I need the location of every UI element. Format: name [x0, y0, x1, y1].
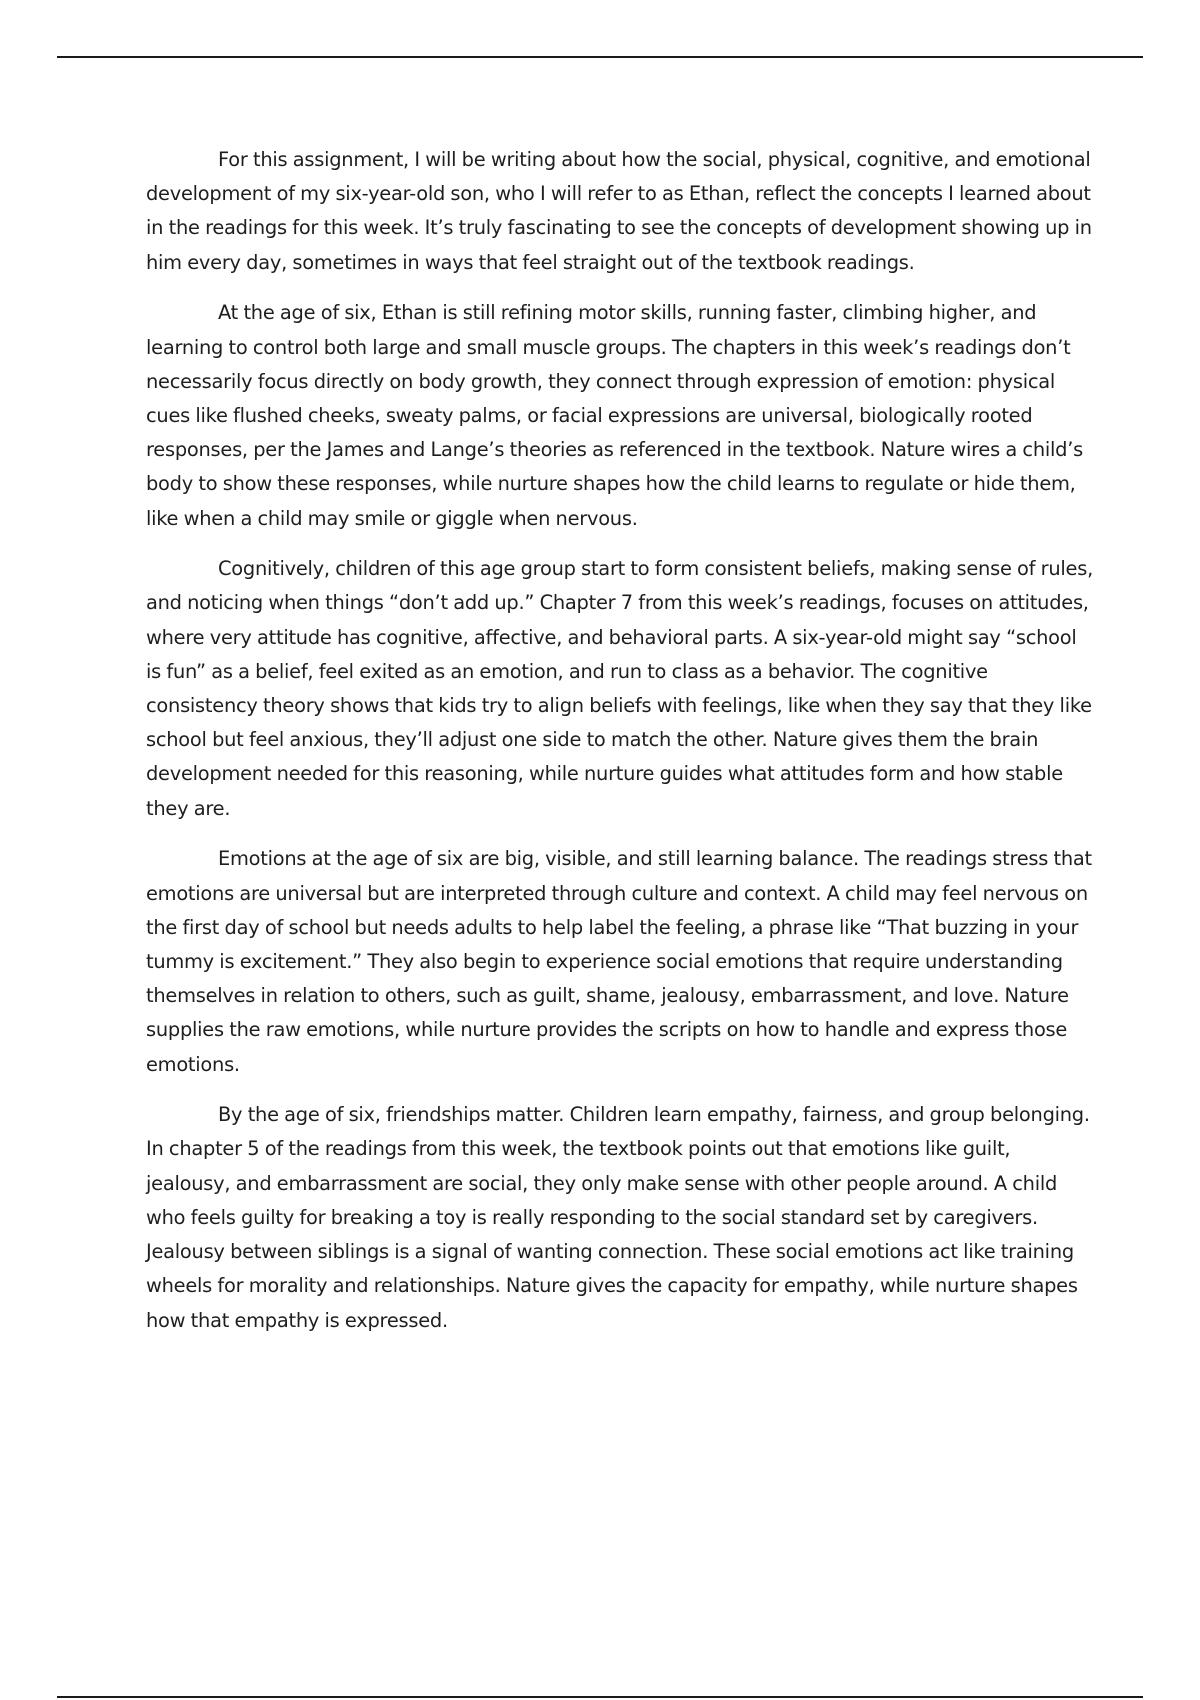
- header-rule: [57, 56, 1143, 58]
- paragraph-social-development: By the age of six, friendships matter. Children learn empathy, fairness, and group belonging. In chapter 5 of the readings from this week, the textbook points out that emotions like guilt, jealousy, and embarrassment are social, they only make sense with other people around. A child who feels guilty for breaking a toy is really responding to the social standard set by caregivers. Jealousy between siblings is a signal of wanting connection. These social emotions act like training wheels for morality and relationships. Nature gives the capacity for empathy, while nurture shapes how that empathy is expressed.: [146, 1103, 1090, 1332]
- footer-rule: [57, 1696, 1143, 1698]
- paragraph-emotional-development: Emotions at the age of six are big, visible, and still learning balance. The readings stress that emotions are universal but are interpreted through culture and context. A child may feel nervous on the first day of school but needs adults to help label the feeling, a phrase like “That buzzing in your tummy is excitement.” They also begin to experience social emotions that require understanding themselves in relation to others, such as guilt, shame, jealousy, embarrassment, and love. Nature supplies the raw emotions, while nurture provides the scripts on how to handle and express those emotions.: [146, 847, 1092, 1076]
- paragraph-cognitive-development: Cognitively, children of this age group start to form consistent beliefs, making sense of rules, and noticing when things “don’t add up.” Chapter 7 from this week’s readings, focuses on attitudes, where very attitude has cognitive, affective, and behavioral parts. A six-year-old might say “school is fun” as a belief, feel exited as an emotion, and run to class as a behavior. The cognitive consistency theory shows that kids try to align beliefs with feelings, like when they say that they like school but feel anxious, they’ll adjust one side to match the other. Nature gives them the brain development needed for this reasoning, while nurture guides what attitudes form and how stable they are.: [146, 557, 1093, 820]
- paragraph-introduction: For this assignment, I will be writing about how the social, physical, cognitive, and emotional development of my six-year-old son, who I will refer to as Ethan, reflect the concepts I learned about in the readings for this week. It’s truly fascinating to see the concepts of development showing up in him every day, sometimes in ways that feel straight out of the textbook readings.: [146, 148, 1092, 274]
- paragraph-physical-development: At the age of six, Ethan is still refining motor skills, running faster, climbing higher, and learning to control both large and small muscle groups. The chapters in this week’s readings don’t necessarily focus directly on body growth, they connect through expression of emotion: physical cues like flushed cheeks, sweaty palms, or facial expressions are universal, biologically rooted responses, per the James and Lange’s theories as referenced in the textbook. Nature wires a child’s body to show these responses, while nurture shapes how the child learns to regulate or hide them, like when a child may smile or giggle when nervous.: [146, 301, 1083, 530]
- document-body: [146, 143, 1096, 1354]
